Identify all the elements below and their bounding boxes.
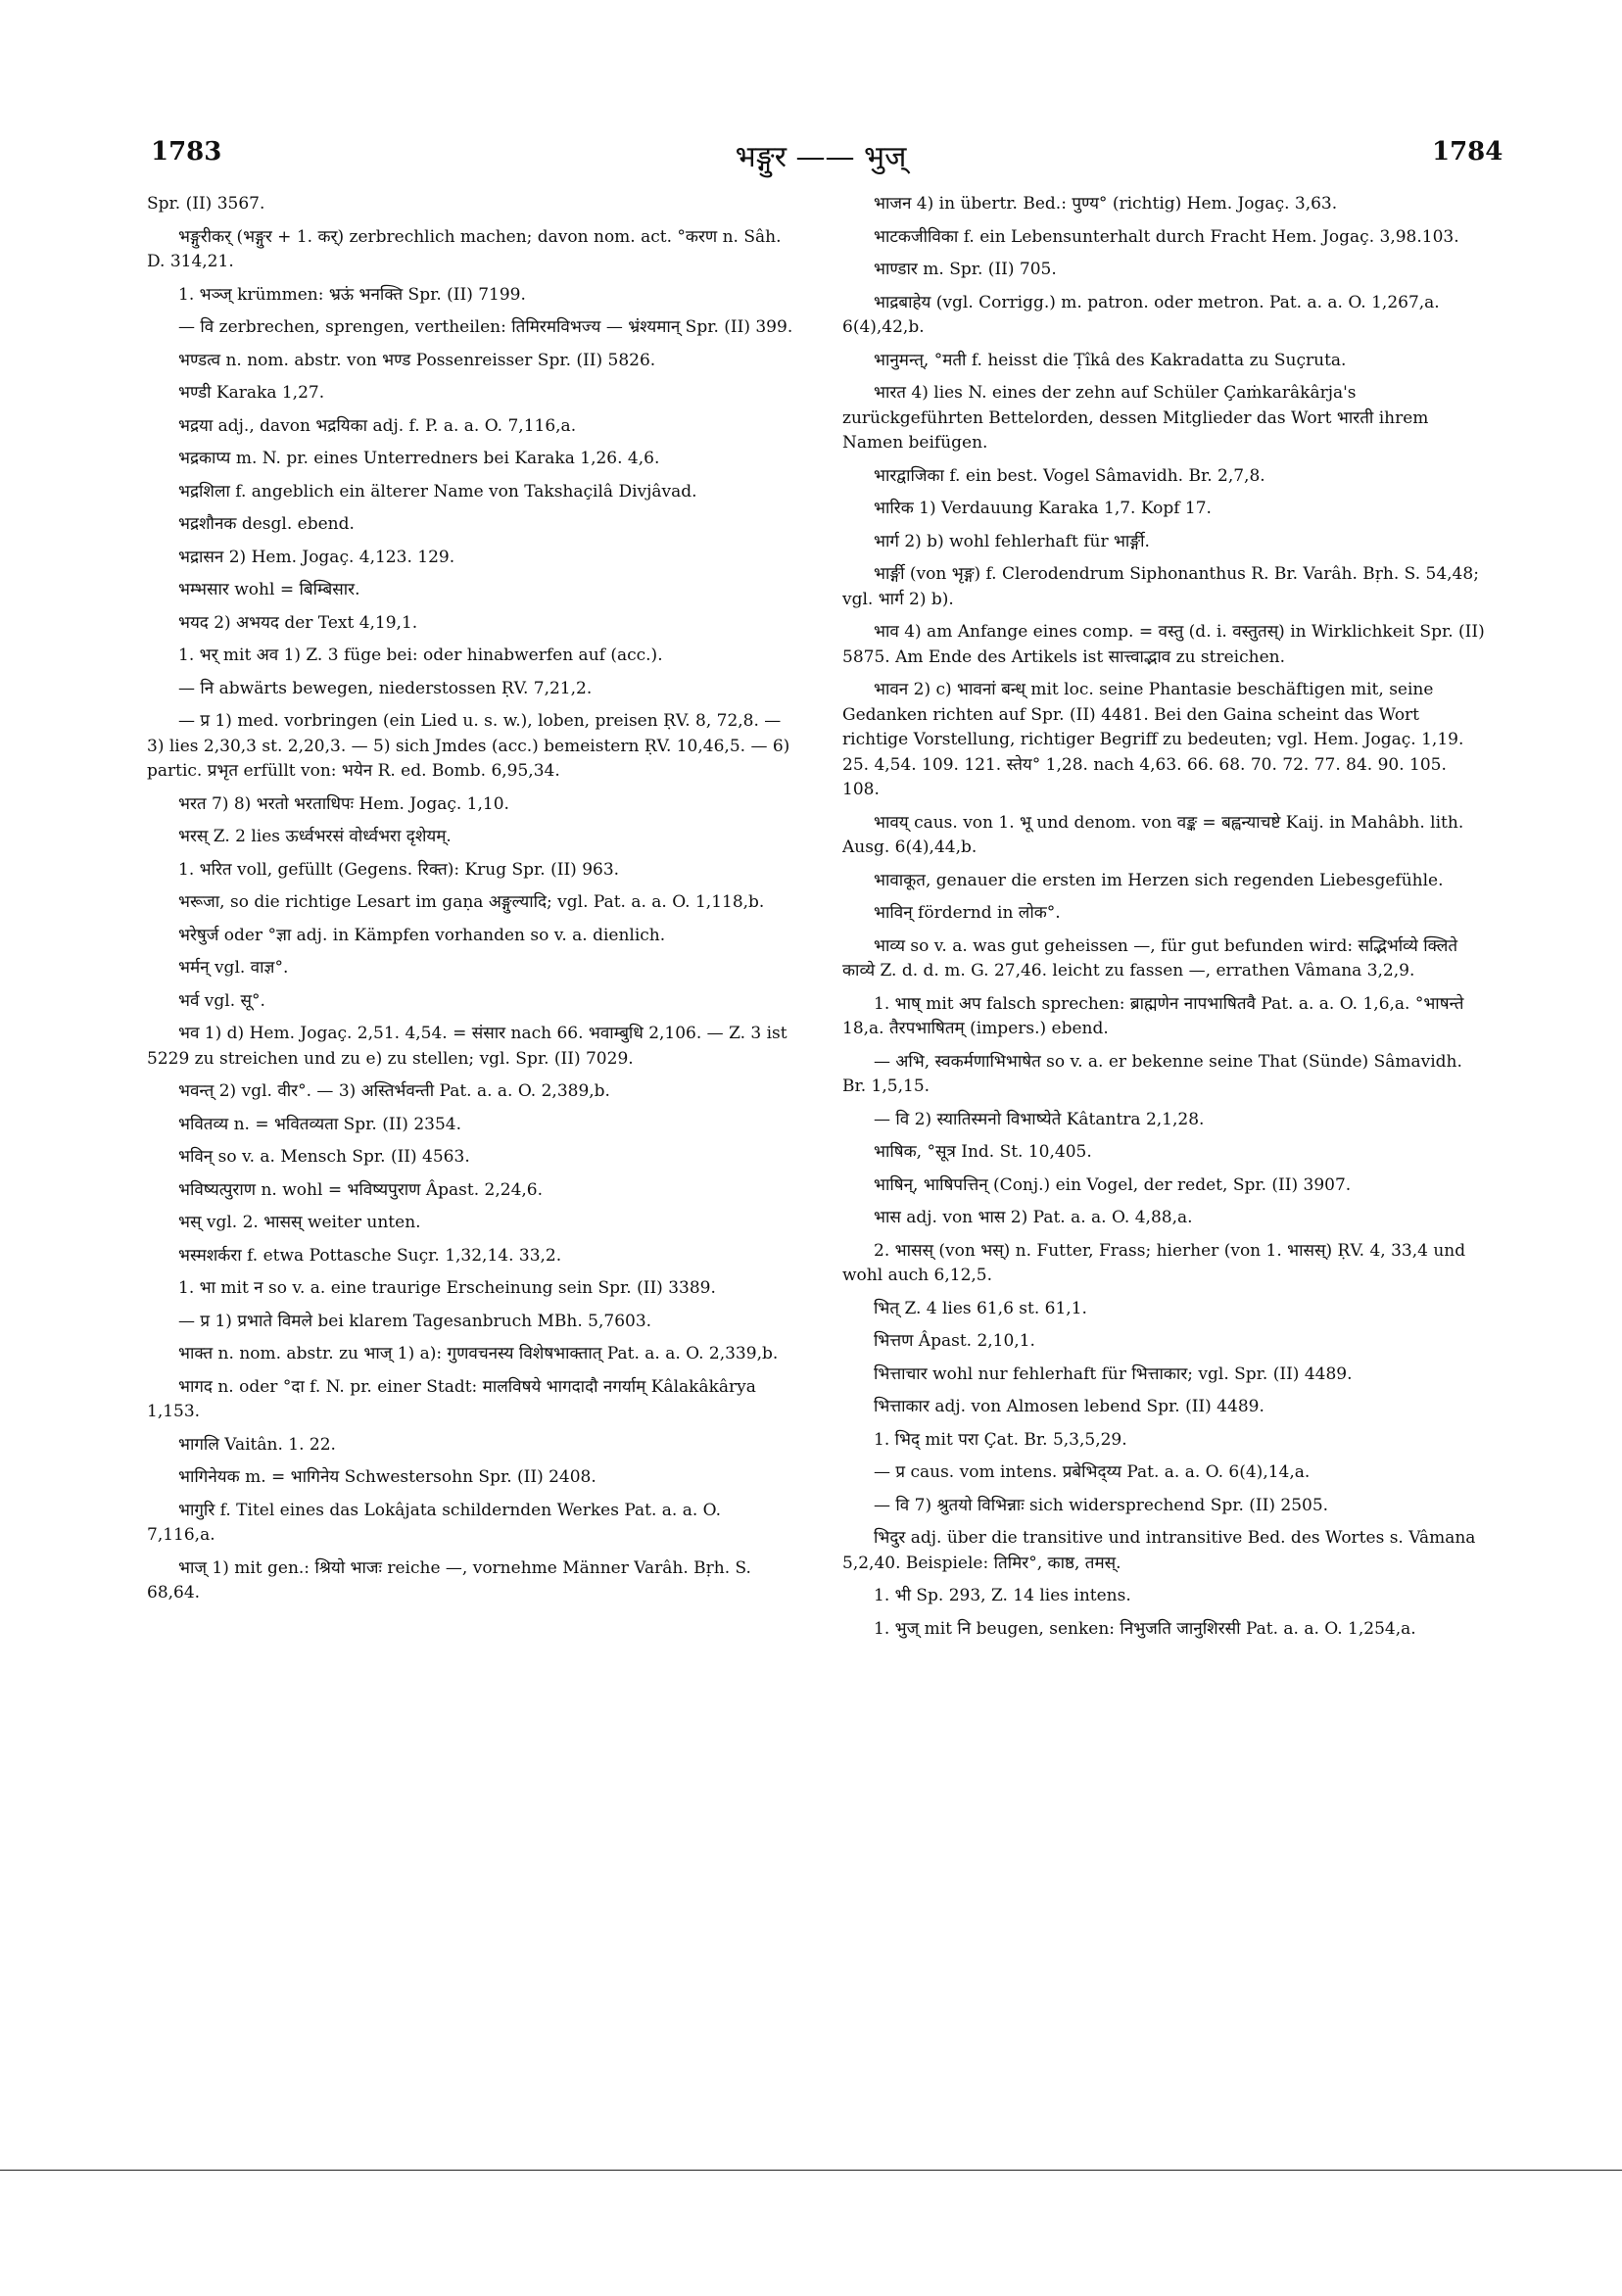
dictionary-entry: 1. भर् mit अव 1) Z. 3 füge bei: oder hinabwerfen auf (acc.). xyxy=(178,646,663,665)
dictionary-entry: Spr. (II) 3567. xyxy=(147,194,265,214)
dictionary-entry: भार्ग 2) b) wohl fehlerhaft für भार्ङ्गी. xyxy=(874,531,1150,551)
dictionary-entry: 1. भुज् mit नि beugen, senken: निभुजति जानुशिरसी Pat. a. a. O. 1,254,a. xyxy=(874,1618,1416,1639)
dictionary-entry: भयद 2) अभयद der Text 4,19,1. xyxy=(178,612,418,633)
dictionary-entry: भाद्रबाहेय (vgl. Corrigg.) m. patron. oder metron. Pat. a. a. O. 1,267,a. 6(4),42,b. xyxy=(842,292,1440,337)
dictionary-entry: भण्डी Karaka 1,27. xyxy=(178,383,325,403)
dictionary-entry: भारत 4) lies N. eines der zehn auf Schüler Çaṁkarâkârja's zurückgeführten Bettelorden, dessen Mitglieder das Wort भारती ihrem Namen beifügen. xyxy=(842,383,1429,453)
dictionary-entry: भागुरि f. Titel eines das Lokâjata schildernden Werkes Pat. a. a. O. 7,116,a. xyxy=(147,1500,722,1545)
dictionary-entry: भावय् caus. von 1. भू und denom. von वङ्क = बह्वन्याचष्टे Kaij. in Mahâbh. lith. Ausg. 6(4),44,b. xyxy=(842,812,1464,857)
dictionary-entry: — प्र caus. vom intens. प्रबेभिद्य्य Pat. a. a. O. 6(4),14,a. xyxy=(874,1462,1311,1482)
dictionary-entry: भरस् Z. 2 lies ऊर्ध्वभरसं वोर्ध्वभरा दृशेयम्. xyxy=(178,827,452,846)
dictionary-entry: भाक्त n. nom. abstr. zu भाज् 1) a): गुणवचनस्य विशेषभाक्तात् Pat. a. a. O. 2,339,b. xyxy=(178,1344,779,1363)
dictionary-entry: 1. भञ्ज् krümmen: भ्रऊं भनक्ति Spr. (II) 7199. xyxy=(178,284,526,305)
dictionary-entry: भवितव्य n. = भवितव्यता Spr. (II) 2354. xyxy=(178,1114,462,1134)
dictionary-entry: भाव्य so v. a. was gut geheissen —, für gut befunden wird: सद्भिर्भाव्ये क्लिते काव्ये Z. d. d. m. G. 27,46. leicht zu fassen —, errathen Vâmana 3,2,9. xyxy=(842,935,1458,981)
dictionary-entry: भाटकजीविका f. ein Lebensunterhalt durch Fracht Hem. Jogaç. 3,98.103. xyxy=(874,226,1459,247)
dictionary-entry: भव 1) d) Hem. Jogaç. 2,51. 4,54. = संसार nach 66. भवाम्बुधि 2,106. — Z. 3 ist 5229 zu streichen und zu e) zu stellen; vgl. Spr. (II) 7029. xyxy=(147,1024,787,1069)
dictionary-entry: भित् Z. 4 lies 61,6 st. 61,1. xyxy=(874,1298,1087,1318)
dictionary-entry: भावाकूत, genauer die ersten im Herzen sich regenden Liebesgefühle. xyxy=(874,870,1444,890)
left-column xyxy=(147,192,793,1614)
dictionary-entry: — वि 7) श्रुतयो विभिन्नाः sich widersprechend Spr. (II) 2505. xyxy=(874,1495,1329,1515)
dictionary-entry: भागिनेयक m. = भागिनेय Schwestersohn Spr. (II) 2408. xyxy=(178,1467,596,1487)
dictionary-entry: भाविन् fördernd in लोक°. xyxy=(874,903,1061,923)
dictionary-entry: भागद n. oder °दा f. N. pr. einer Stadt: मालविषये भागदादौ नगर्याम् Kâlakâkârya 1,153. xyxy=(147,1376,756,1421)
right-page-number: 1784 xyxy=(1432,137,1503,167)
dictionary-entry: भविन् so v. a. Mensch Spr. (II) 4563. xyxy=(178,1147,470,1167)
dictionary-entry: 1. भी Sp. 293, Z. 14 lies intens. xyxy=(874,1586,1131,1605)
dictionary-entry: भर्मन् vgl. वाज्ञ°. xyxy=(178,958,289,978)
dictionary-entry: — प्र 1) med. vorbringen (ein Lied u. s. w.), loben, preisen ṚV. 8, 72,8. — 3) lies 2,30,3 st. 2,20,3. — 5) sich Jmdes (acc.) bemeistern ṚV. 10,46,5. — 6) partic. प्रभृत erfüllt von: भयेन R. ed. Bomb. 6,95,34. xyxy=(147,711,790,781)
dictionary-entry: भद्रशौनक desgl. ebend. xyxy=(178,514,355,534)
dictionary-entry: भावन 2) c) भावनां बन्ध् mit loc. seine Phantasie beschäftigen mit, seine Gedanken richten auf Spr. (II) 4481. Bei den Gaina scheint das Wort richtige Vorstellung, richtiger Begriff zu bedeuten; vgl. Hem. Jogaç. 1,19. 25. 4,54. 109. 121. स्तेय° 1,28. nach 4,63. 66. 68. 70. 72. 77. 84. 90. 105. 108. xyxy=(842,680,1464,799)
dictionary-entry: भण्डत्व n. nom. abstr. von भण्ड Possenreisser Spr. (II) 5826. xyxy=(178,350,656,370)
dictionary-entry: — वि zerbrechen, sprengen, vertheilen: तिमिरमविभज्य — भ्रंश्यमान् Spr. (II) 399. xyxy=(178,317,793,337)
dictionary-entry: भित्ताकार adj. von Almosen lebend Spr. (II) 4489. xyxy=(874,1397,1264,1416)
dictionary-entry: भास adj. von भास 2) Pat. a. a. O. 4,88,a. xyxy=(874,1208,1193,1227)
dictionary-entry: भाषिक, °सूत्र Ind. St. 10,405. xyxy=(874,1142,1092,1162)
dictionary-entry: 1. भिद् mit परा Çat. Br. 5,3,5,29. xyxy=(874,1429,1127,1450)
dictionary-entry: भानुमन्त्, °मती f. heisst die Ṭîkâ des Kakradatta zu Suçruta. xyxy=(874,350,1347,370)
dictionary-entry: भित्तण Âpast. 2,10,1. xyxy=(874,1331,1035,1351)
dictionary-entry: भित्ताचार wohl nur fehlerhaft für भित्ताकार; vgl. Spr. (II) 4489. xyxy=(874,1363,1353,1384)
dictionary-entry: 1. भा mit न so v. a. eine traurige Erscheinung sein Spr. (II) 3389. xyxy=(178,1278,716,1298)
left-page-number: 1783 xyxy=(151,137,222,167)
dictionary-entry: — अभि, स्वकर्मणाभिभाषेत so v. a. er bekenne seine That (Sünde) Sâmavidh. Br. 1,5,15. xyxy=(842,1051,1462,1096)
dictionary-entry: भङ्गुरीकर् (भङ्गुर + 1. कर्) zerbrechlich machen; davon nom. act. °करण n. Sâh. D. 314,21. xyxy=(147,226,782,271)
dictionary-entry: भाजन 4) in übertr. Bed.: पुण्य° (richtig) Hem. Jogaç. 3,63. xyxy=(874,194,1338,214)
dictionary-entry: भद्रासन 2) Hem. Jogaç. 4,123. 129. xyxy=(178,547,455,567)
dictionary-entry: — नि abwärts bewegen, niederstossen ṚV. 7,21,2. xyxy=(178,678,593,698)
dictionary-entry: भाव 4) am Anfange eines comp. = वस्तु (d. i. वस्तुतस्) in Wirklichkeit Spr. (II) 5875. Am Ende des Artikels ist सात्त्वाद्भाव zu streichen. xyxy=(842,622,1485,667)
dictionary-entry: भारद्वाजिका f. ein best. Vogel Sâmavidh. Br. 2,7,8. xyxy=(874,465,1265,486)
dictionary-entry: भारिक 1) Verdauung Karaka 1,7. Kopf 17. xyxy=(874,499,1212,518)
dictionary-entry: भरत 7) 8) भरतो भरताधिपः Hem. Jogaç. 1,10. xyxy=(178,793,509,814)
footer-rule xyxy=(0,2170,1622,2171)
dictionary-entry: भरूजा, so die richtige Lesart im gaṇa अङ्गुल्यादि; vgl. Pat. a. a. O. 1,118,b. xyxy=(178,892,765,912)
dictionary-entry: भविष्यत्पुराण n. wohl = भविष्यपुराण Âpast. 2,24,6. xyxy=(178,1179,544,1200)
dictionary-entry: भद्रया adj., davon भद्रयिका adj. f. P. a. a. O. 7,116,a. xyxy=(178,415,577,436)
dictionary-entry: 2. भासस् (von भस्) n. Futter, Frass; hierher (von 1. भासस्) ṚV. 4, 33,4 und wohl auch 6,12,5. xyxy=(842,1240,1466,1285)
dictionary-entry: — वि 2) स्यातिस्मनो विभाष्येते Kâtantra 2,1,28. xyxy=(874,1109,1205,1129)
dictionary-entry: भाज् 1) mit gen.: श्रियो भाजः reiche —, vornehme Männer Varâh. Bṛh. S. 68,64. xyxy=(147,1557,751,1602)
dictionary-entry: भरेषुर्ज oder °ज्ञा adj. in Kämpfen vorhanden so v. a. dienlich. xyxy=(178,925,666,945)
dictionary-entry: भागलि Vaitân. 1. 22. xyxy=(178,1434,336,1455)
dictionary-entry: भद्रशिला f. angeblich ein älterer Name von Takshaçilâ Divjâvad. xyxy=(178,481,697,502)
dictionary-entry: भार्ङ्गी (von भृङ्ग) f. Clerodendrum Siphonanthus R. Br. Varâh. Bṛh. S. 54,48; vgl. भार्ग 2) b). xyxy=(842,564,1479,609)
dictionary-entry: भर्व vgl. सू°. xyxy=(178,990,265,1011)
dictionary-entry: भस्मशर्करा f. etwa Pottasche Suçr. 1,32,14. 33,2. xyxy=(178,1245,562,1266)
dictionary-entry: 1. भाष् mit अप falsch sprechen: ब्राह्मणेन नापभाषितवै Pat. a. a. O. 1,6,a. °भाषन्ते 18,a. तैरपभाषितम् (impers.) ebend. xyxy=(842,993,1464,1038)
dictionary-entry: भाण्डार m. Spr. (II) 705. xyxy=(874,260,1057,279)
dictionary-entry: भवन्त् 2) vgl. वीर°. — 3) अस्तिर्भवन्ती Pat. a. a. O. 2,389,b. xyxy=(178,1081,610,1101)
dictionary-entry: भद्रकाप्य m. N. pr. eines Unterredners bei Karaka 1,26. 4,6. xyxy=(178,449,660,468)
dictionary-entry: भस् vgl. 2. भासस् weiter unten. xyxy=(178,1213,421,1232)
dictionary-entry: — प्र 1) प्रभाते विमले bei klarem Tagesanbruch MBh. 5,7603. xyxy=(178,1311,652,1331)
dictionary-entry: भिदुर adj. über die transitive und intransitive Bed. des Wortes s. Vâmana 5,2,40. Beispiele: तिमिर°, काष्ठ, तमस्. xyxy=(842,1528,1476,1573)
dictionary-entry: 1. भरित voll, gefüllt (Gegens. रिक्त): Krug Spr. (II) 963. xyxy=(178,859,620,880)
dictionary-entry: भाषिन्, भाषिपत्तिन् (Conj.) ein Vogel, der redet, Spr. (II) 3907. xyxy=(874,1174,1352,1195)
dictionary-entry: भम्भसार wohl = बिम्बिसार. xyxy=(178,580,360,599)
right-column xyxy=(842,192,1489,1650)
running-header: भङ्गुर —— भुज् xyxy=(735,140,907,174)
